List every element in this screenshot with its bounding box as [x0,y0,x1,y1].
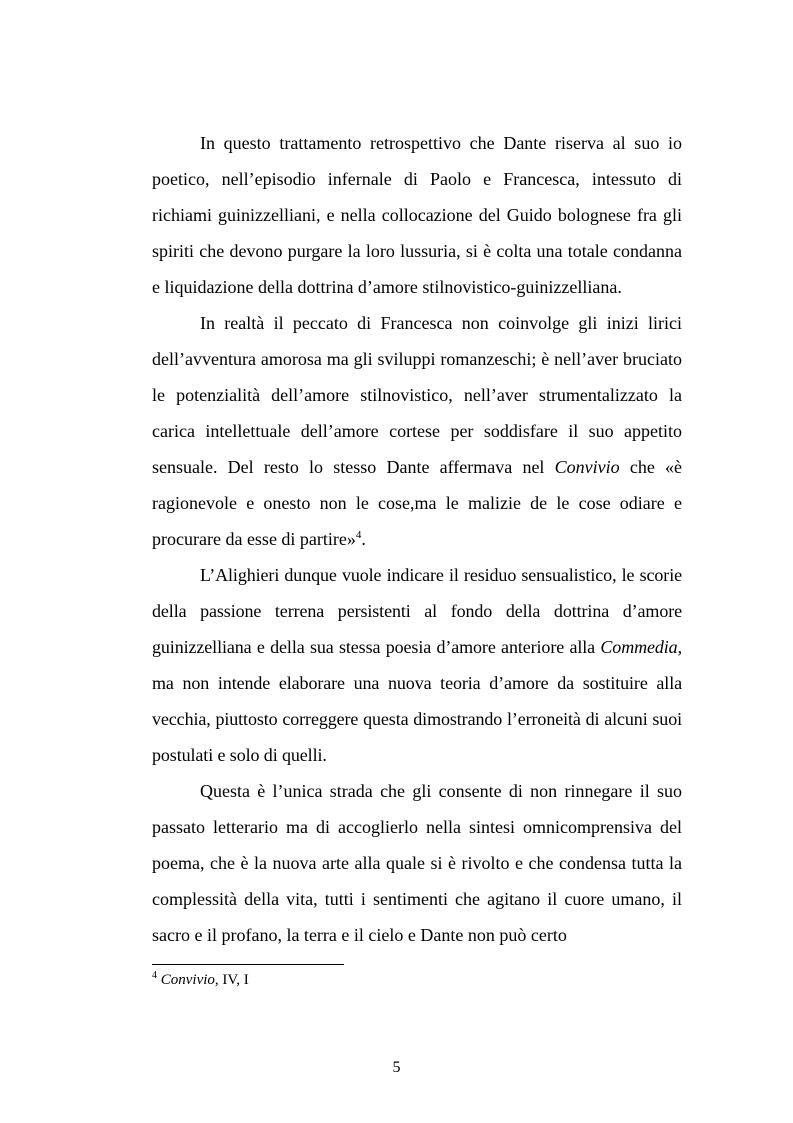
paragraph-3 [152,557,682,773]
paragraph-4: Questa è l’unica strada che gli consente di non rinnegare il suo passato letterario ma di accoglierlo nella sintesi omnicomprensiva del poema, che è la nuova arte alla quale si è rivolto e che condensa tutta la complessità della vita, tutti i sentimenti che agitano il cuore umano, il sacro e il profano, la terra e il cielo e Dante non può certo [152,781,682,945]
paragraph-2-text-b: che «è ragionevole e onesto non le cose,ma le malizie de le cose odiare e procurare da esse di partire» [152,457,683,549]
footnote [152,970,682,990]
footnote-text: IV, I [218,972,249,988]
paragraph-2-text-c: . [361,529,366,549]
footnote-work-title: Convivio, [160,972,219,988]
footnote-reference[interactable]: 4 [355,529,362,541]
page-number: 5 [392,1059,401,1076]
paragraph-2 [152,305,682,557]
footnote-separator [152,964,344,965]
work-title-convivio: Convivio [554,457,620,477]
paragraph-3-text-a: L’Alighieri dunque vuole indicare il residuo sensualistico, le scorie della passione terrena persistenti al fondo della dottrina d’amore guinizzelliana e della sua stessa poesia d’amore anteriore alla [152,565,682,657]
body-text [152,125,682,953]
paragraph-2-text-a: In realtà il peccato di Francesca non coinvolge gli inizi lirici dell’avventura amorosa ma gli sviluppi romanzeschi; è nell’aver bruciato le potenzialità dell’amore stilnovistico, nell’aver strumentalizzato la carica intellettuale dell’amore cortese per soddisfare il suo appetito sensuale. Del resto lo stesso Dante affermava nel [152,313,682,477]
work-title-commedia: Commedia, [600,637,682,657]
paragraph-3-text-b: ma non intende elaborare una nuova teoria d’amore da sostituire alla vecchia, piuttosto correggere questa dimostrando l’erroneità di alcuni suoi postulati e solo di quelli. [152,673,682,765]
footnote-number: 4 [152,970,157,981]
paragraph-1: In questo trattamento retrospettivo che Dante riserva al suo io poetico, nell’episodio infernale di Paolo e Francesca, intessuto di richiami guinizzelliani, e nella collocazione del Guido bolognese fra gli spiriti che devono purgare la loro lussuria, si è colta una totale condanna e liquidazione della dottrina d’amore stilnovistico-guinizzelliana. [152,133,682,297]
